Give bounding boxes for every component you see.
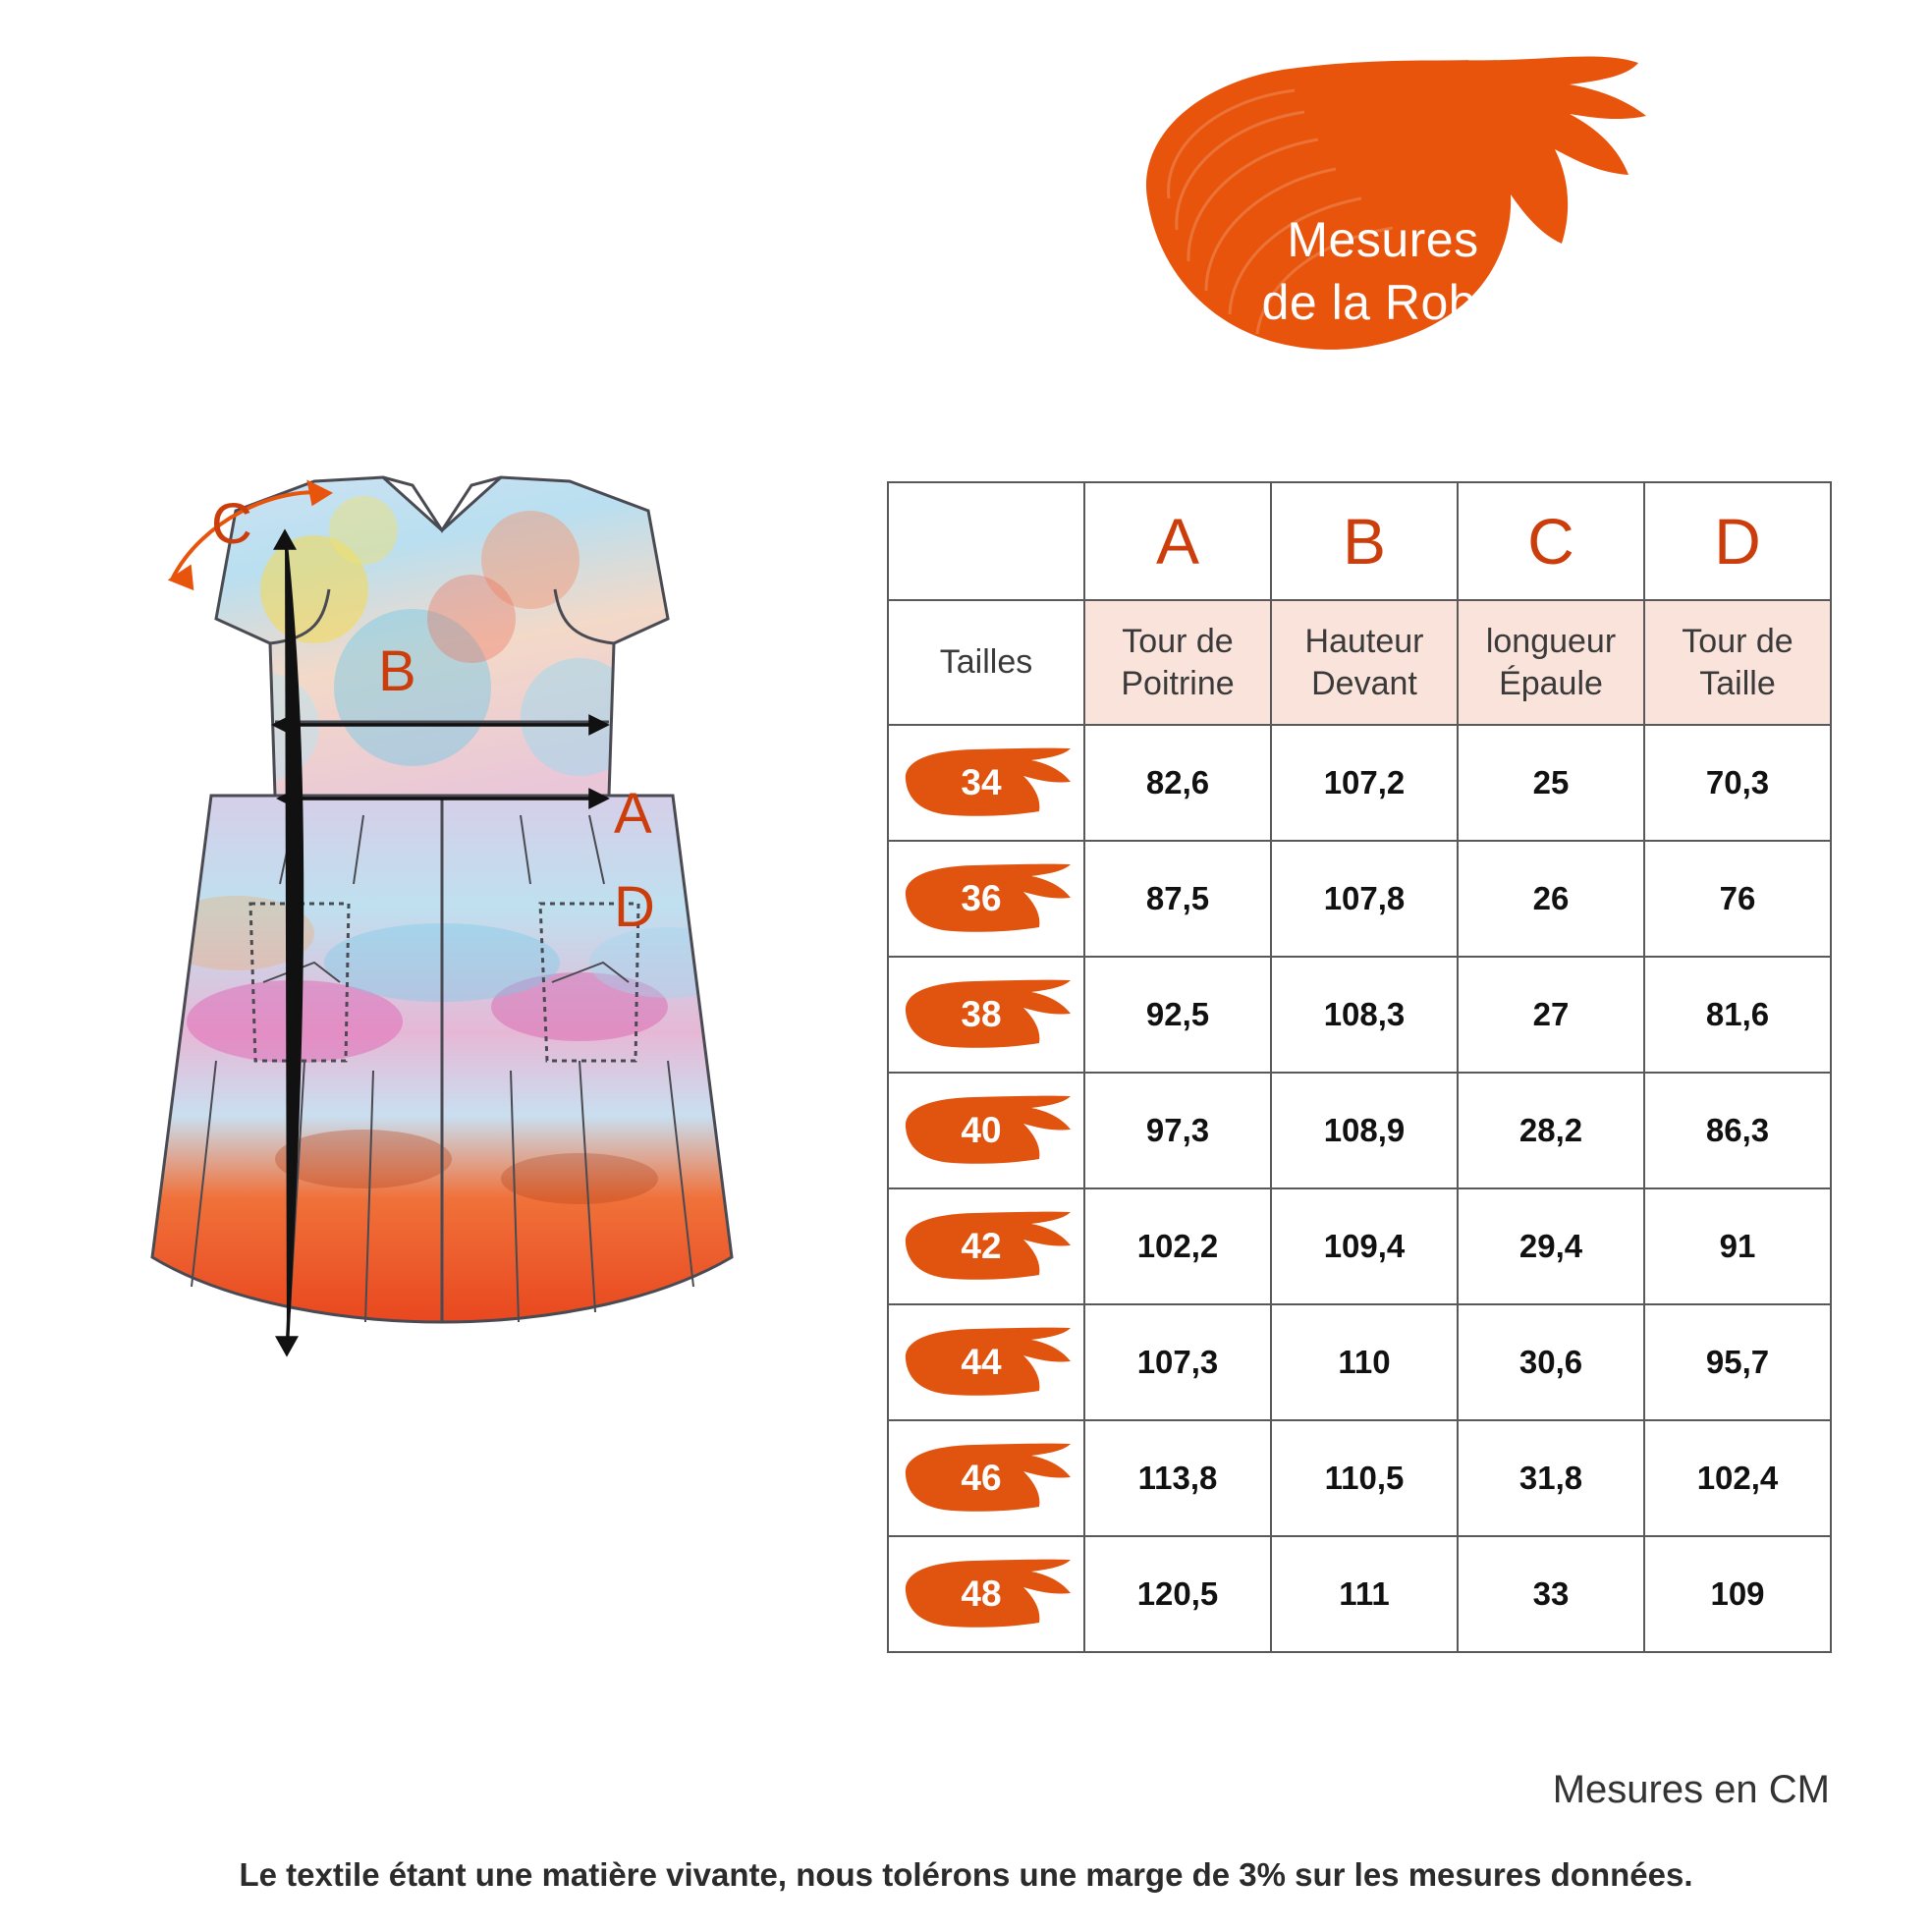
size-badge: [898, 1326, 1075, 1399]
size-value: 36: [961, 878, 1002, 918]
cell-b: 108,3: [1271, 957, 1458, 1073]
table-row: [888, 1536, 1831, 1652]
table-row: [888, 841, 1831, 957]
header-a-line1: Tour de: [1122, 623, 1234, 660]
header-tour-de-poitrine: [1084, 600, 1271, 725]
header-b-line2: Devant: [1311, 664, 1417, 702]
cell-d: 102,4: [1644, 1420, 1831, 1536]
cell-b: 107,8: [1271, 841, 1458, 957]
size-badge: [898, 1558, 1075, 1630]
header-title: [1108, 208, 1658, 334]
header-tailles-label: Tailles: [939, 643, 1033, 682]
size-value: 38: [961, 994, 1002, 1034]
header-longueur-epaule: [1458, 600, 1644, 725]
size-value: 42: [961, 1226, 1002, 1266]
cell-d: 91: [1644, 1188, 1831, 1304]
cell-d: 70,3: [1644, 725, 1831, 841]
cell-c: 28,2: [1458, 1073, 1644, 1188]
header-tailles: [888, 600, 1084, 725]
cell-a: 107,3: [1084, 1304, 1271, 1420]
header-badge: [1108, 51, 1658, 346]
cell-c: 29,4: [1458, 1188, 1644, 1304]
cell-b: 110,5: [1271, 1420, 1458, 1536]
cell-d: 76: [1644, 841, 1831, 957]
cell-d: 95,7: [1644, 1304, 1831, 1420]
cell-c: 27: [1458, 957, 1644, 1073]
size-badge: [898, 862, 1075, 935]
header-b-line1: Hauteur: [1304, 623, 1424, 660]
header-d-line2: Taille: [1699, 664, 1776, 702]
table-row: [888, 1188, 1831, 1304]
table-row: [888, 725, 1831, 841]
cell-c: 26: [1458, 841, 1644, 957]
size-cell: [888, 1073, 1084, 1188]
cell-b: 108,9: [1271, 1073, 1458, 1188]
table-row: [888, 957, 1831, 1073]
size-cell: [888, 1536, 1084, 1652]
size-badge: [898, 1442, 1075, 1515]
size-value: 48: [961, 1573, 1002, 1614]
dimension-label-d: D: [614, 875, 655, 939]
cell-a: 97,3: [1084, 1073, 1271, 1188]
size-cell: [888, 1304, 1084, 1420]
letters-blank-cell: [888, 482, 1084, 600]
column-letter-d: D: [1644, 482, 1831, 600]
table-row: [888, 1304, 1831, 1420]
cell-a: 87,5: [1084, 841, 1271, 957]
footnote-text: Le textile étant une matière vivante, nous tolérons une marge de 3% sur les mesures données.: [239, 1856, 1693, 1893]
cell-a: 92,5: [1084, 957, 1271, 1073]
cell-b: 111: [1271, 1536, 1458, 1652]
size-cell: [888, 725, 1084, 841]
unit-label: Mesures en CM: [1552, 1768, 1830, 1811]
header-a-line2: Poitrine: [1121, 664, 1235, 702]
dimension-label-c: C: [211, 492, 252, 556]
header-title-line1: Mesures: [1287, 212, 1479, 267]
size-cell: [888, 841, 1084, 957]
measurements-table: [887, 481, 1832, 1653]
column-letter-a: A: [1084, 482, 1271, 600]
size-value: 46: [961, 1458, 1002, 1498]
header-title-line2: de la Robe: [1261, 275, 1505, 330]
dress-technical-drawing: [118, 471, 766, 1670]
cell-b: 109,4: [1271, 1188, 1458, 1304]
size-cell: [888, 957, 1084, 1073]
size-badge: [898, 746, 1075, 819]
cell-c: 30,6: [1458, 1304, 1644, 1420]
cell-a: 113,8: [1084, 1420, 1271, 1536]
column-letter-b: B: [1271, 482, 1458, 600]
size-badge: [898, 978, 1075, 1051]
size-badge: [898, 1210, 1075, 1283]
size-value: 40: [961, 1110, 1002, 1150]
cell-d: 86,3: [1644, 1073, 1831, 1188]
size-value: 34: [961, 762, 1002, 802]
header-tour-de-taille: [1644, 600, 1831, 725]
size-cell: [888, 1188, 1084, 1304]
dress-illustration: [118, 471, 766, 1670]
cell-c: 31,8: [1458, 1420, 1644, 1536]
cell-d: 109: [1644, 1536, 1831, 1652]
cell-d: 81,6: [1644, 957, 1831, 1073]
cell-a: 102,2: [1084, 1188, 1271, 1304]
size-badge: [898, 1094, 1075, 1167]
table-row-headers: [888, 600, 1831, 725]
column-letter-c: C: [1458, 482, 1644, 600]
cell-c: 25: [1458, 725, 1644, 841]
size-value: 44: [961, 1342, 1002, 1382]
header-d-line1: Tour de: [1682, 623, 1794, 660]
size-cell: [888, 1420, 1084, 1536]
table-row: [888, 1420, 1831, 1536]
table-row: [888, 1073, 1831, 1188]
dimension-label-a: A: [614, 782, 652, 846]
cell-c: 33: [1458, 1536, 1644, 1652]
header-c-line2: Épaule: [1499, 664, 1603, 702]
header-hauteur-devant: [1271, 600, 1458, 725]
table-row-letters: [888, 482, 1831, 600]
dimension-label-b: B: [378, 639, 416, 703]
header-c-line1: longueur: [1485, 623, 1617, 660]
cell-a: 120,5: [1084, 1536, 1271, 1652]
cell-a: 82,6: [1084, 725, 1271, 841]
cell-b: 107,2: [1271, 725, 1458, 841]
cell-b: 110: [1271, 1304, 1458, 1420]
